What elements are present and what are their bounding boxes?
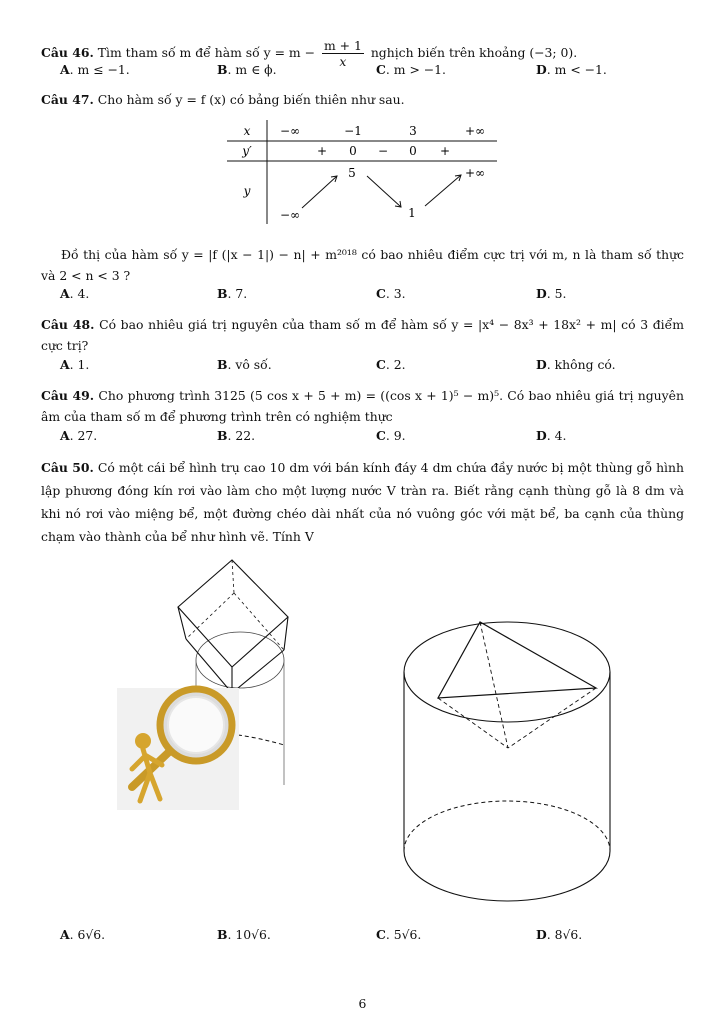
- option-b[interactable]: B. 22.: [217, 428, 256, 443]
- y-label: y: [243, 184, 251, 198]
- derivative-sign: −: [377, 144, 389, 158]
- question-49: [41, 385, 684, 427]
- y-value: 5: [348, 166, 356, 180]
- question-text-cont: nghịch biến trên khoảng (−3; 0).: [370, 45, 578, 60]
- derivative-sign: +: [439, 144, 451, 158]
- question-label: Câu 48.: [41, 317, 95, 332]
- page-number: 6: [358, 996, 367, 1011]
- option-a[interactable]: A. 27.: [60, 428, 98, 443]
- option-b[interactable]: B. 7.: [217, 286, 248, 301]
- option-b[interactable]: B. m ∈ ϕ.: [217, 62, 277, 77]
- options-47: [60, 286, 680, 306]
- option-b[interactable]: B. 10√6.: [217, 927, 271, 942]
- option-d[interactable]: D. m < −1.: [536, 62, 607, 77]
- variation-table: [225, 118, 500, 228]
- x-value: −∞: [279, 124, 301, 138]
- question-text: Tìm tham số m để hàm số y = m −: [97, 45, 316, 60]
- question-text: Có bao nhiêu giá trị nguyên của tham số m để hàm số y = |x⁴ − 8x³ + 18x² + m| có 3 điểm cực trị?: [41, 317, 684, 353]
- y-value: +∞: [464, 166, 486, 180]
- option-c[interactable]: C. 3.: [376, 286, 406, 301]
- derivative-sign: +: [316, 144, 328, 158]
- cylinder-triangle-figure: [400, 616, 615, 908]
- question-47: [41, 89, 684, 110]
- derivative-zero: 0: [349, 144, 357, 158]
- question-text: Cho phương trình 3125 (5 cos x + 5 + m) = ((cos x + 1)⁵ − m)⁵. Có bao nhiêu giá trị nguyên âm của tham số m để phương trình trên có nghiệm thực: [41, 388, 684, 424]
- options-46: [60, 62, 680, 82]
- y-value: −∞: [279, 208, 301, 222]
- option-d[interactable]: D. 4.: [536, 428, 567, 443]
- x-value: −1: [344, 124, 362, 138]
- question-label: Câu 47.: [41, 92, 94, 107]
- question-47-body: Đồ thị của hàm số y = |f (|x − 1|) − n| + m²⁰¹⁸ có bao nhiêu điểm cực trị với m, n là tham số thực và 2 < n < 3 ?: [41, 247, 684, 283]
- option-b[interactable]: B. vô số.: [217, 357, 272, 372]
- option-c[interactable]: C. 2.: [376, 357, 406, 372]
- option-c[interactable]: C. m > −1.: [376, 62, 446, 77]
- option-c[interactable]: C. 9.: [376, 428, 406, 443]
- options-50: [60, 927, 680, 947]
- question-label: Câu 49.: [41, 388, 95, 403]
- fraction-denominator: x: [339, 54, 347, 69]
- derivative-label: y′: [242, 144, 252, 158]
- option-a[interactable]: A. 6√6.: [60, 927, 106, 942]
- x-value: 3: [409, 124, 417, 138]
- derivative-zero: 0: [409, 144, 417, 158]
- option-a[interactable]: A. 4.: [60, 286, 90, 301]
- option-d[interactable]: D. 8√6.: [536, 927, 583, 942]
- question-50: [41, 456, 684, 548]
- option-c[interactable]: C. 5√6.: [376, 927, 422, 942]
- option-a[interactable]: A. 1.: [60, 357, 90, 372]
- question-text: Cho hàm số y = f (x) có bảng biến thiên như sau.: [97, 92, 405, 107]
- cube-cylinder-figure: [110, 555, 310, 815]
- option-d[interactable]: D. không có.: [536, 357, 616, 372]
- fraction-numerator: m + 1: [323, 38, 362, 53]
- question-label: Câu 50.: [41, 460, 94, 475]
- y-value: 1: [408, 206, 416, 220]
- question-label: Câu 46.: [41, 45, 94, 60]
- question-48: [41, 314, 684, 356]
- option-d[interactable]: D. 5.: [536, 286, 567, 301]
- options-49: [60, 428, 680, 448]
- x-label: x: [243, 124, 251, 138]
- arrow-up: [302, 176, 337, 208]
- arrow-down: [367, 176, 401, 207]
- question-text: Có một cái bể hình trụ cao 10 dm với bán kính đáy 4 dm chứa đầy nước bị một thùng gỗ hình lập phương đóng kín rơi vào làm cho một lượng nước V tràn ra. Biết rằng cạnh thùng gỗ là 8 dm và khi nó rơi vào miệng bể, một đường chéo dài nhất của nó vuông góc với mặt bể, ba cạnh của thùng chạm vào thành của bể như hình vẽ. Tính V: [41, 460, 684, 544]
- arrow-up: [425, 175, 461, 206]
- options-48: [60, 357, 680, 377]
- x-value: +∞: [464, 124, 486, 138]
- option-a[interactable]: A. m ≤ −1.: [60, 62, 130, 77]
